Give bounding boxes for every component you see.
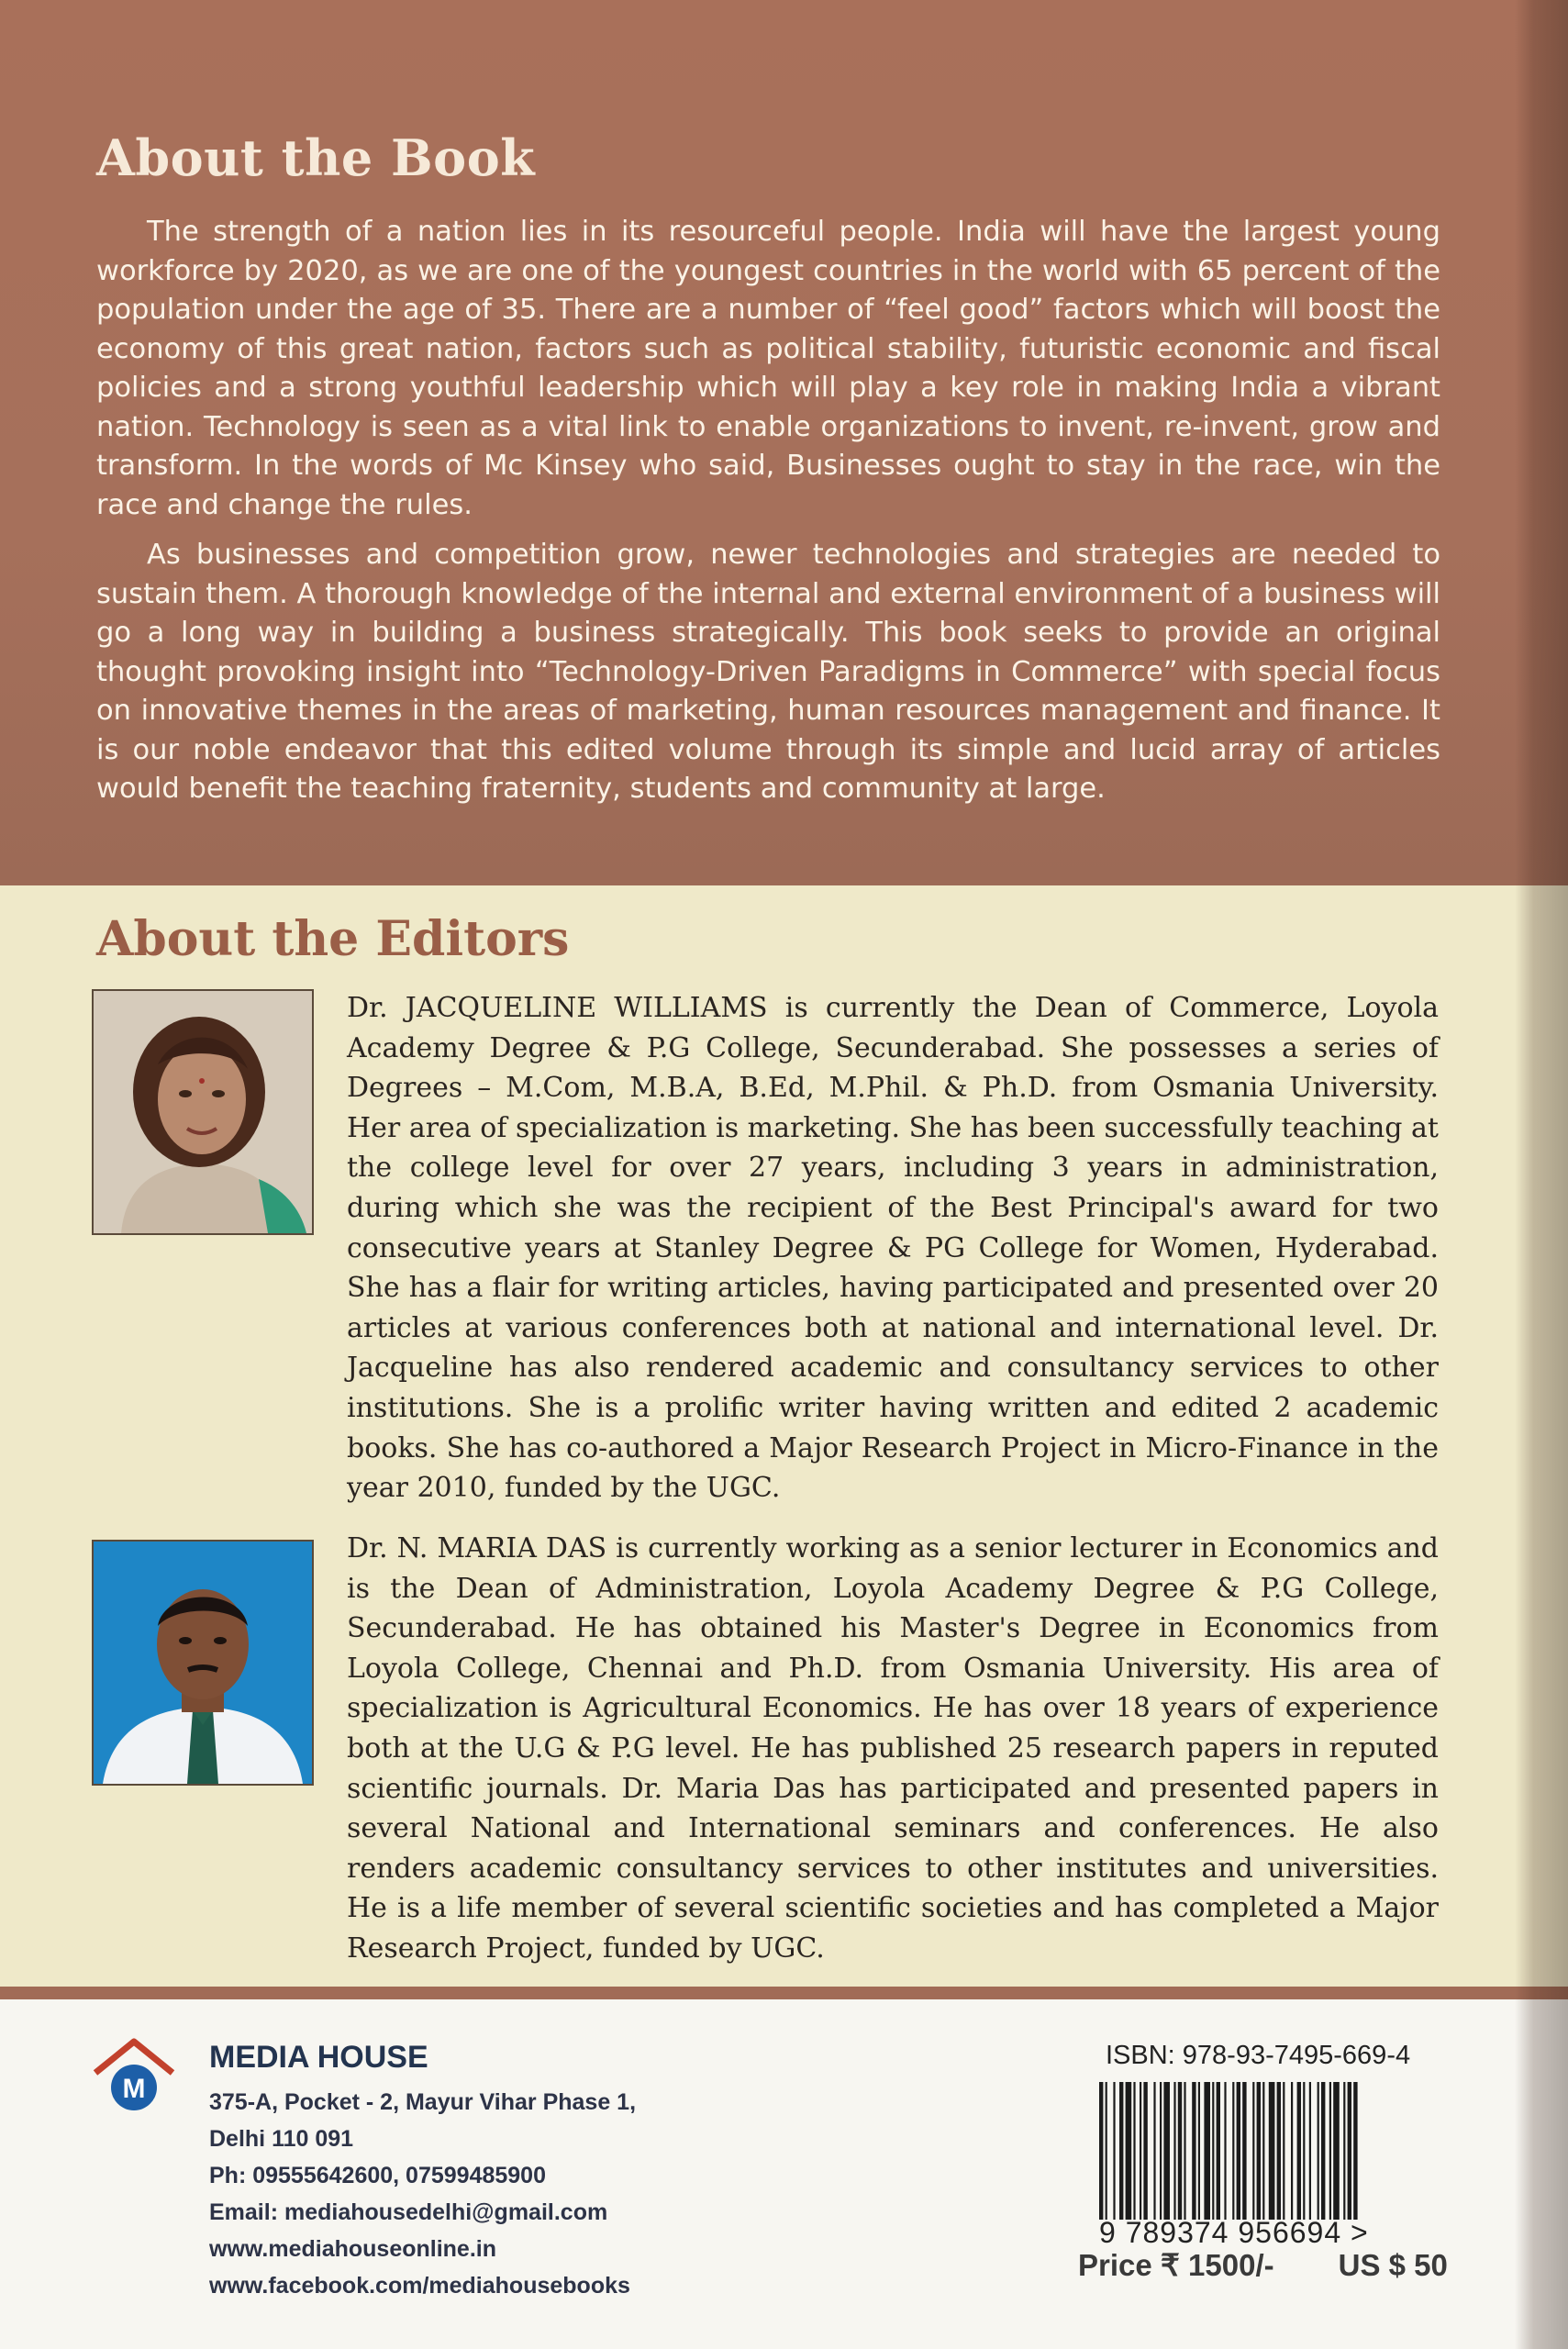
barcode-bar [1143, 2082, 1147, 2220]
barcode-bar [1106, 2082, 1107, 2220]
publisher-name: MEDIA HOUSE [209, 2040, 428, 2075]
barcode-bar [1297, 2082, 1301, 2220]
barcode-bar [1333, 2082, 1340, 2220]
barcode-bar [1163, 2082, 1170, 2220]
media-house-logo-icon [90, 2036, 178, 2115]
barcode-bar [1126, 2082, 1132, 2220]
barcode-bar [1173, 2082, 1175, 2220]
price-inr: Price ₹ 1500/- [1078, 2248, 1274, 2282]
about-book-heading: About the Book [96, 128, 536, 187]
editor-photo-jacqueline [92, 989, 314, 1235]
spine-edge [1515, 0, 1568, 2349]
barcode-bar [1343, 2082, 1345, 2220]
publisher-phone: Ph: 09555642600, 07599485900 [209, 2163, 546, 2188]
about-book-section [0, 0, 1568, 885]
barcode-bar [1160, 2082, 1162, 2220]
isbn-barcode-icon [1099, 2082, 1420, 2220]
barcode-bar [1291, 2082, 1293, 2220]
barcode-bar [1237, 2082, 1240, 2220]
price-line [1078, 2247, 1448, 2283]
barcode-bar [1321, 2082, 1325, 2220]
barcode-bar [1329, 2082, 1331, 2220]
portrait-woman-image [94, 991, 312, 1233]
barcode-bar [1303, 2082, 1305, 2220]
publisher-website: www.mediahouseonline.in [209, 2236, 497, 2262]
barcode-bar [1178, 2082, 1182, 2220]
barcode-bar [1269, 2082, 1275, 2220]
barcode-bar [1217, 2082, 1220, 2220]
barcode-bar [1318, 2082, 1319, 2220]
isbn-label: ISBN: 978-93-7495-669-4 [1106, 2041, 1411, 2070]
logo-letter: M [122, 2074, 146, 2104]
barcode-bar [1257, 2082, 1261, 2220]
barcode-bar [1353, 2082, 1357, 2220]
publisher-facebook: www.facebook.com/mediahousebooks [209, 2273, 630, 2299]
barcode-bar [1198, 2082, 1200, 2220]
barcode-bar [1119, 2082, 1123, 2220]
barcode-bar [1252, 2082, 1254, 2220]
barcode-bar [1348, 2082, 1351, 2220]
barcode-bar [1184, 2082, 1185, 2220]
about-editors-heading: About the Editors [96, 911, 570, 967]
editor-bio-maria-das: Dr. N. MARIA DAS is currently working as a senior lecturer in Economics and is the Dean of Administration, Loyola Academy Degree & P.G College, Secunderabad. He has obtained his Master's Degree in Economics from Loyola College, Chennai and Ph.D. from Osmania University. His area of specialization is Agricultural Economics. He has over 18 years of experience both at the U.G & P.G level. He has published 25 research papers in reputed scientific journals. Dr. Maria Das has participated and presented papers in several National and International seminars and conferences. He also renders academic consultancy services to other institutes and universities. He is a life member of several scientific societies and has completed a Major Research Project, funded by UGC. [347, 1532, 1439, 1965]
about-book-paragraph: The strength of a nation lies in its resourceful people. India will have the largest young workforce by 2020, as we are one of the youngest countries in the world with 65 percent of the population under the age of 35. There are a number of “feel good” factors which will boost the economy of this great nation, factors such as political stability, futuristic economic and fiscal policies and a strong youthful leadership which will play a key role in making India a vibrant nation. Technology is seen as a vital link to enable organizations to invent, re-invent, grow and transform. In the words of Mc Kinsey who said, Businesses ought to stay in the race, win the race and change the rules. [96, 216, 1440, 521]
barcode-bar [1204, 2082, 1210, 2220]
barcode-bar [1140, 2082, 1141, 2220]
barcode-bar [1224, 2082, 1226, 2220]
barcode-bar [1283, 2082, 1284, 2220]
about-book-paragraph: As businesses and competition grow, newer technologies and strategies are needed to sustain them. A thorough knowledge of the internal and external environment of a business will go a long way in building a business strategically. This book seeks to provide an original thought provoking insight into “Technology-Driven Paradigms in Commerce” with special focus on innovative themes in the areas of marketing, human resources management and finance. It is our noble endeavor that this edited volume through its simple and lucid array of articles would benefit the teaching fraternity, students and community at large. [96, 539, 1440, 805]
barcode-bar [1309, 2082, 1311, 2220]
publisher-email: Email: mediahousedelhi@gmail.com [209, 2199, 608, 2225]
barcode-bar [1133, 2082, 1135, 2220]
barcode-bar [1113, 2082, 1115, 2220]
barcode-bar [1212, 2082, 1214, 2220]
publisher-section [0, 1999, 1568, 2349]
barcode-bar [1192, 2082, 1195, 2220]
barcode-bar [1099, 2082, 1103, 2220]
publisher-contact [209, 2084, 636, 2304]
editor-bio-jacqueline: Dr. JACQUELINE WILLIAMS is currently the Dean of Commerce, Loyola Academy Degree & P.G College, Secunderabad. She possesses a series of Degrees – M.Com, M.B.A, B.Ed, M.Phil. & Ph.D. from Osmania University. Her area of specialization is marketing. She has been successfully teaching at the college level for over 27 years, including 3 years in administration, during which she was the recipient of the Best Principal's award for two consecutive years at Stanley Degree & PG College for Women, Hyderabad. She has a flair for writing articles, having participated and presented over 20 articles at various conferences both at national and international level. Dr. Jacqueline has also rendered academic and consultancy services to other institutions. She is a prolific writer having written and edited 2 academic books. She has co-authored a Major Research Project in Micro-Finance in the year 2010, funded by the UGC. [347, 992, 1439, 1505]
about-book-text [96, 213, 1440, 820]
price-usd: US $ 50 [1338, 2248, 1448, 2282]
editor-photo-maria-das [92, 1540, 314, 1786]
about-editors-section [0, 885, 1568, 1991]
barcode-bar [1153, 2082, 1155, 2220]
barcode-bar [1277, 2082, 1281, 2220]
publisher-address-line2: Delhi 110 091 [209, 2126, 354, 2152]
portrait-man-image [94, 1542, 312, 1784]
barcode-bar [1262, 2082, 1264, 2220]
footer-divider-band [0, 1987, 1568, 1999]
barcode-bar [1232, 2082, 1234, 2220]
barcode-bar [1242, 2082, 1246, 2220]
barcode-digits: 9 789374 956694 > [1099, 2216, 1369, 2249]
publisher-address-line1: 375-A, Pocket - 2, Mayur Vihar Phase 1, [209, 2089, 637, 2115]
